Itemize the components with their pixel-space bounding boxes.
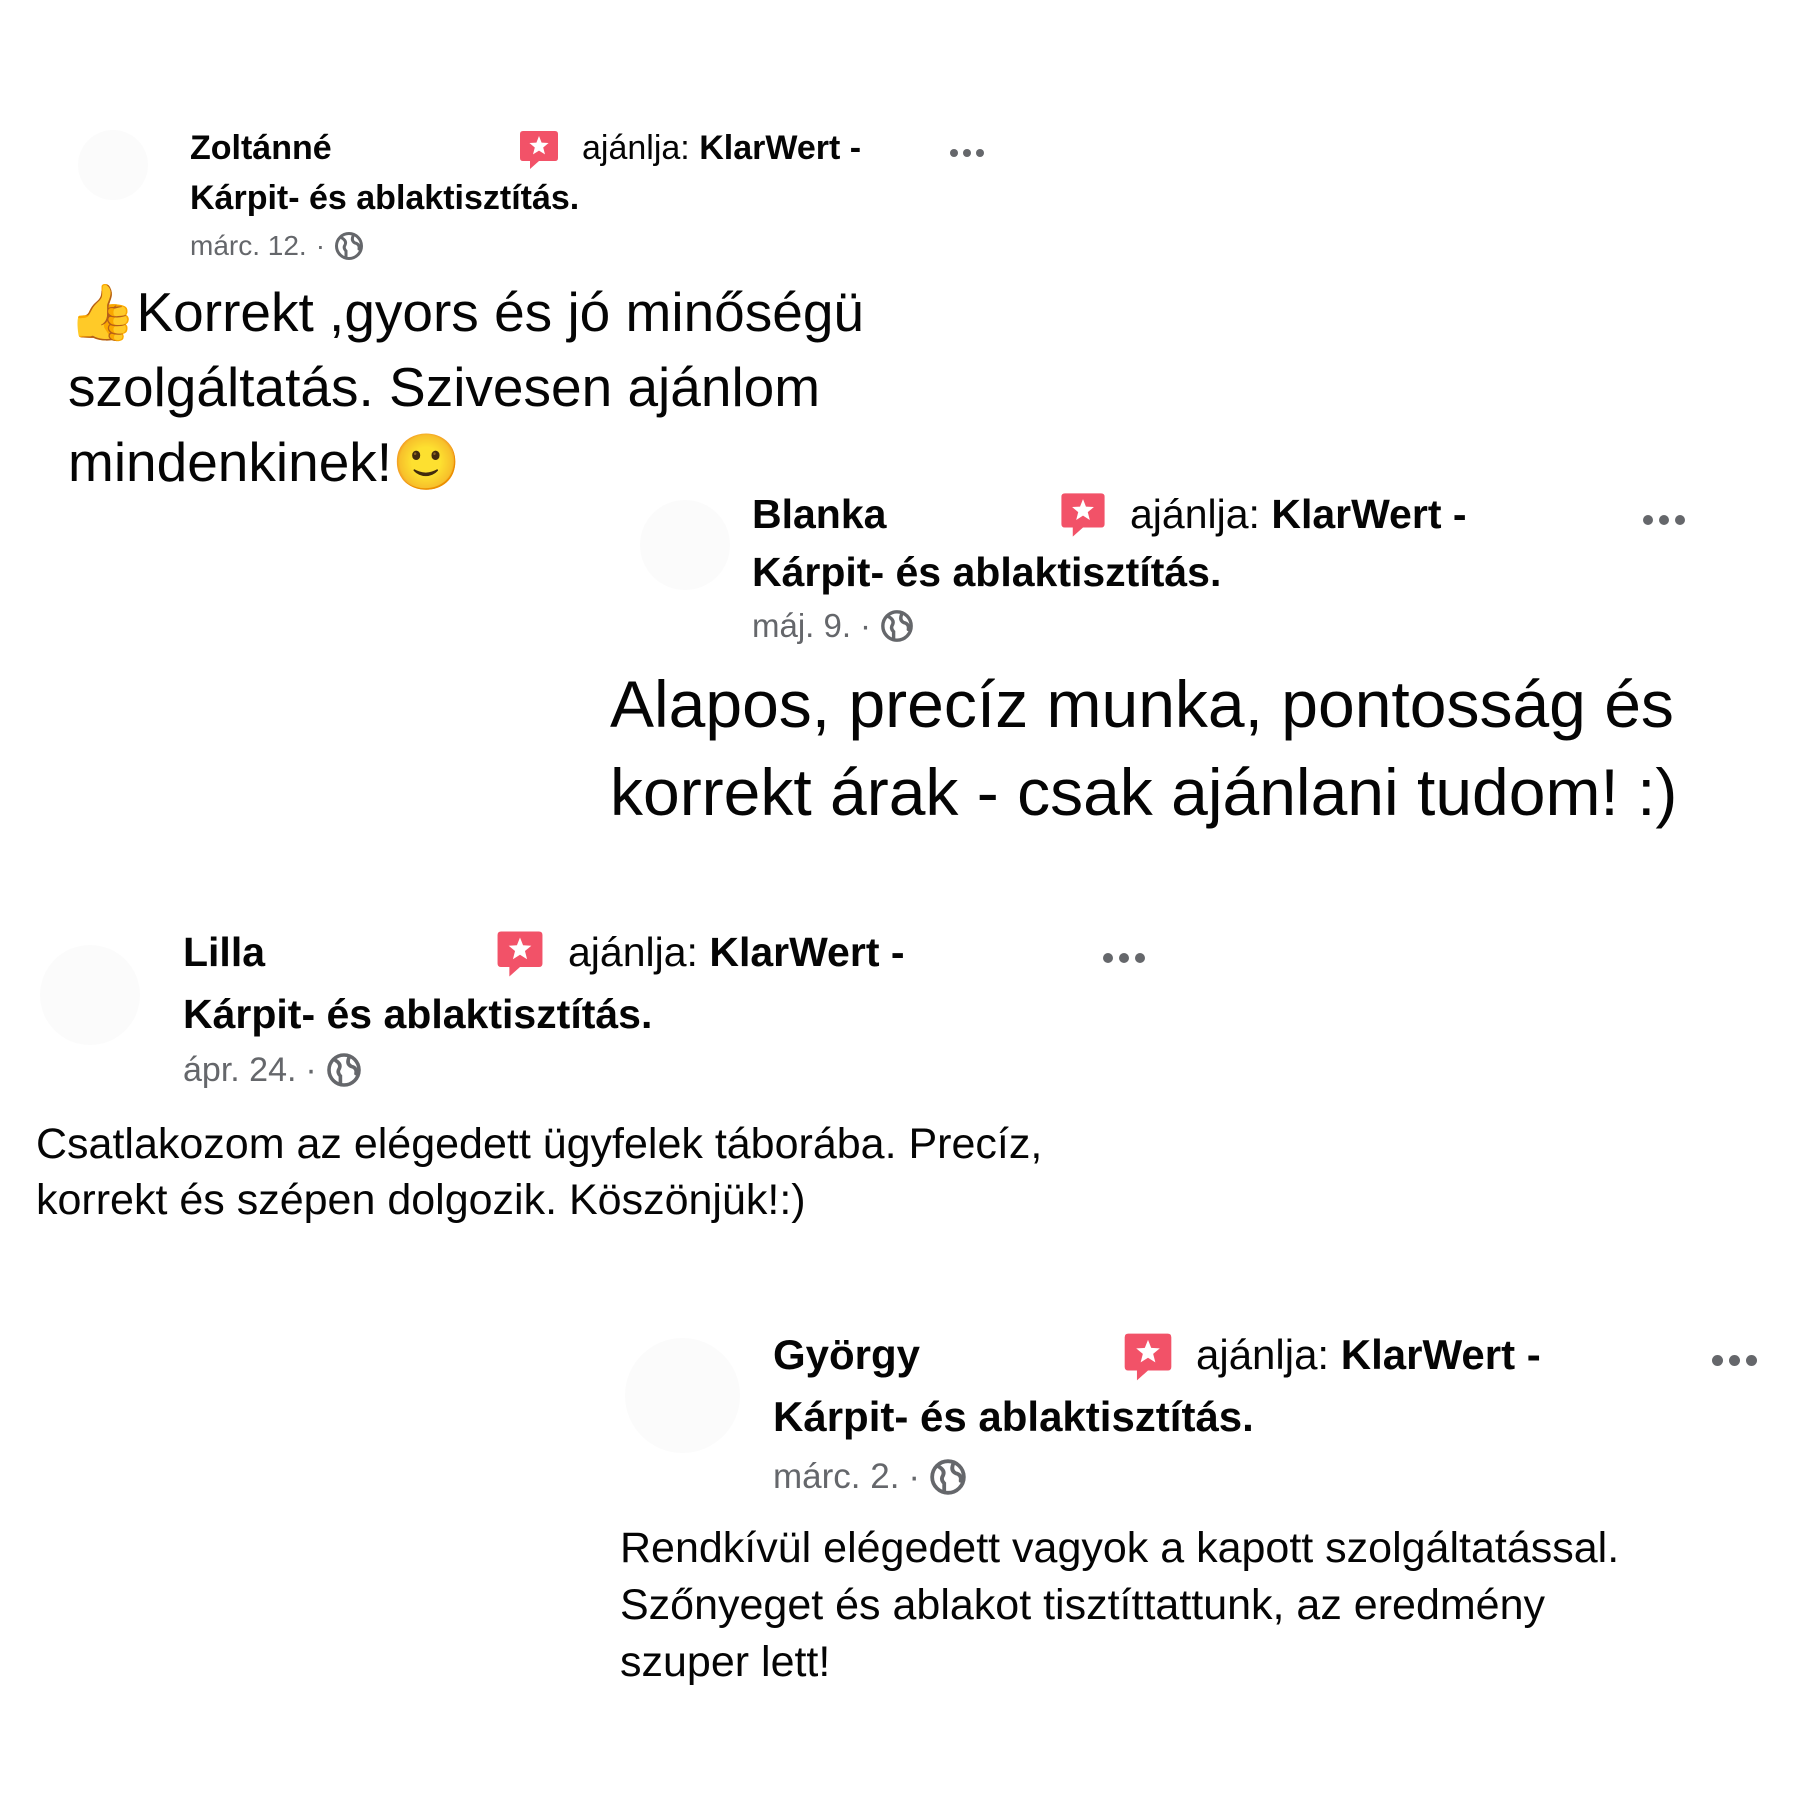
review-text-line: szuper lett! bbox=[620, 1638, 831, 1686]
review-text-line: Csatlakozom az elégedett ügyfelek táborába. Precíz, bbox=[36, 1120, 1043, 1168]
more-options-icon[interactable] bbox=[950, 149, 984, 157]
recommend-star-icon bbox=[494, 928, 546, 980]
review-text bbox=[620, 1520, 1800, 1691]
recommendation-line bbox=[1130, 490, 1467, 538]
recommendation-line bbox=[1196, 1330, 1541, 1380]
dot bbox=[1746, 1355, 1757, 1366]
review-text-line: Alapos, precíz munka, pontosság és bbox=[610, 667, 1674, 741]
page-link-continued[interactable]: Kárpit- és ablaktisztítás. bbox=[752, 549, 1222, 595]
globe-icon bbox=[326, 1052, 362, 1088]
review-text-line: mindenkinek!🙂 bbox=[68, 431, 461, 493]
review-header bbox=[773, 1330, 1733, 1450]
page-link-continued[interactable]: Kárpit- és ablaktisztítás. bbox=[190, 179, 580, 217]
review-text bbox=[36, 1116, 1236, 1228]
review-text bbox=[68, 275, 968, 500]
dot bbox=[1675, 515, 1685, 525]
dot bbox=[1729, 1355, 1740, 1366]
separator: · bbox=[315, 230, 326, 261]
dot bbox=[950, 149, 958, 157]
post-meta bbox=[773, 1455, 967, 1499]
page-link[interactable]: KlarWert - bbox=[709, 929, 905, 975]
reviewer-name[interactable]: György bbox=[773, 1331, 921, 1378]
review-text bbox=[610, 660, 1800, 836]
post-date[interactable]: máj. 9. bbox=[752, 607, 852, 644]
globe-icon bbox=[880, 609, 914, 643]
post-meta bbox=[190, 228, 364, 264]
reviewer-name[interactable]: Lilla bbox=[183, 929, 266, 975]
recommends-label: ajánlja: bbox=[1196, 1331, 1330, 1378]
recommends-label: ajánlja: bbox=[582, 129, 690, 167]
post-meta bbox=[183, 1049, 362, 1091]
recommends-label: ajánlja: bbox=[1130, 491, 1260, 537]
avatar[interactable] bbox=[78, 130, 148, 200]
separator: · bbox=[305, 1051, 317, 1089]
dot bbox=[1659, 515, 1669, 525]
globe-icon bbox=[334, 231, 364, 261]
review-text-line: korrekt árak - csak ajánlani tudom! :) bbox=[610, 755, 1678, 829]
globe-icon bbox=[929, 1458, 967, 1496]
page-link-continued[interactable]: Kárpit- és ablaktisztítás. bbox=[183, 991, 653, 1037]
dot bbox=[976, 149, 984, 157]
recommends-label: ajánlja: bbox=[568, 929, 698, 975]
separator: · bbox=[860, 607, 872, 644]
review-text-line: korrekt és szépen dolgozik. Köszönjük!:) bbox=[36, 1176, 806, 1224]
recommend-star-icon bbox=[517, 128, 561, 172]
page-link[interactable]: KlarWert - bbox=[1340, 1331, 1541, 1378]
review-header bbox=[752, 490, 1612, 600]
reviewer-name[interactable]: Zoltánné bbox=[190, 129, 332, 167]
dot bbox=[1643, 515, 1653, 525]
dot bbox=[1135, 953, 1145, 963]
review-text-line: Szőnyeget és ablakot tisztíttattunk, az eredmény bbox=[620, 1581, 1546, 1629]
separator: · bbox=[908, 1457, 921, 1496]
avatar[interactable] bbox=[640, 500, 730, 590]
avatar[interactable] bbox=[40, 945, 140, 1045]
dot bbox=[963, 149, 971, 157]
recommendation-line bbox=[582, 128, 861, 168]
more-options-icon[interactable] bbox=[1712, 1355, 1757, 1366]
post-meta bbox=[752, 606, 914, 646]
reviewer-name[interactable]: Blanka bbox=[752, 491, 887, 537]
page-link-continued[interactable]: Kárpit- és ablaktisztítás. bbox=[773, 1393, 1254, 1440]
more-options-icon[interactable] bbox=[1643, 515, 1685, 525]
dot bbox=[1119, 953, 1129, 963]
review-header bbox=[183, 928, 1083, 1043]
recommend-star-icon bbox=[1121, 1330, 1175, 1384]
page-link[interactable]: KlarWert - bbox=[699, 129, 862, 167]
post-date[interactable]: ápr. 24. bbox=[183, 1051, 297, 1089]
post-date[interactable]: márc. 12. bbox=[190, 230, 307, 261]
post-date[interactable]: márc. 2. bbox=[773, 1457, 900, 1496]
avatar[interactable] bbox=[625, 1338, 740, 1453]
dot bbox=[1103, 953, 1113, 963]
recommend-star-icon bbox=[1058, 490, 1108, 540]
page-link[interactable]: KlarWert - bbox=[1271, 491, 1467, 537]
more-options-icon[interactable] bbox=[1103, 953, 1145, 963]
review-text-line: szolgáltatás. Szivesen ajánlom bbox=[68, 356, 821, 418]
review-text-line: 👍Korrekt ,gyors és jó minőségü bbox=[68, 281, 865, 343]
review-text-line: Rendkívül elégedett vagyok a kapott szolgáltatással. bbox=[620, 1524, 1620, 1572]
recommendation-line bbox=[568, 928, 905, 976]
dot bbox=[1712, 1355, 1723, 1366]
review-header bbox=[190, 128, 1010, 228]
